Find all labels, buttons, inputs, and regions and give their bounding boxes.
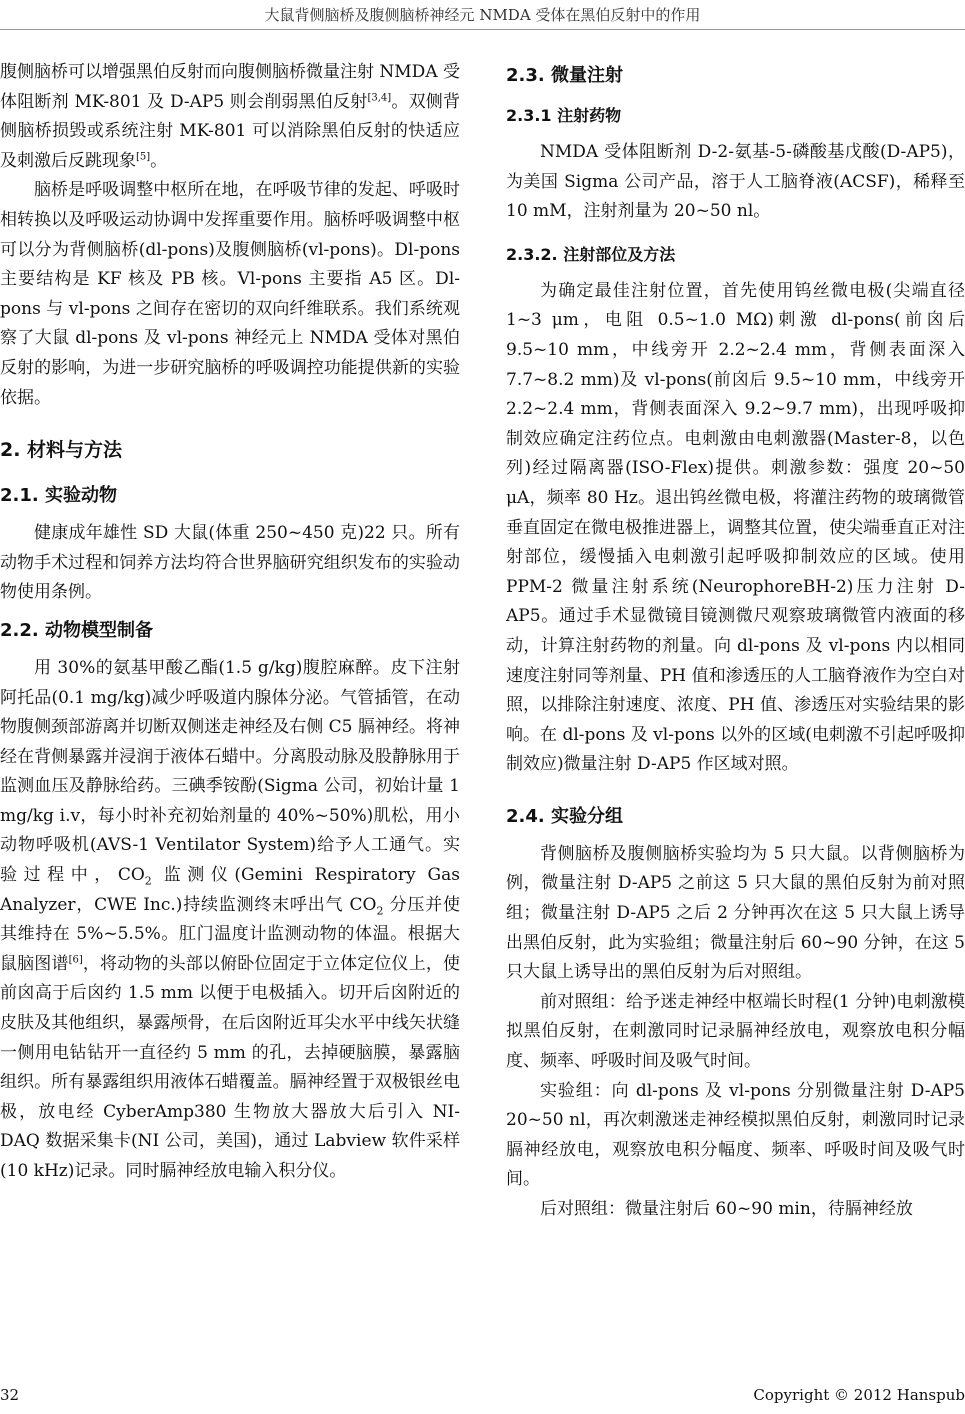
model-paragraph <box>0 654 460 1187</box>
animals-paragraph: 健康成年雄性 SD 大鼠(体重 250~450 克)22 只。所有动物手术过程和饲养方法均符合世界脑研究组织发布的实验动物使用条例。 <box>0 523 460 603</box>
text-run: 。 <box>150 150 168 171</box>
post-control-paragraph: 后对照组：微量注射后 60~90 min，待膈神经放 <box>540 1199 913 1219</box>
text-run: 。双侧背侧脑桥损毁或系统注射 MK-801 可以消除黑伯反射的快适应及刺激后反跳现象 <box>0 91 461 171</box>
subscript: 2 <box>376 904 384 918</box>
right-column <box>506 58 965 1225</box>
experiment-paragraph: 实验组：向 dl-pons 及 vl-pons 分别微量注射 D-AP5 20~50 nl，再次刺激迷走神经模拟黑伯反射，刺激同时记录膈神经放电，观察放电积分幅度、频率、呼吸时间及吸气时间。 <box>506 1080 965 1190</box>
text-run: 用 30%的氨基甲酸乙酯(1.5 g/kg)腹腔麻醉。皮下注射阿托品(0.1 mg/kg)减少呼吸道内腺体分泌。气管插管，在动物腹侧颈部游离并切断双侧迷走神经及右侧 C5 膈神经。将神经在背侧暴露并浸润于液体石蜡中。分离股动脉及股静脉用于监测血压及静脉给药。三碘季铵酚(Sigma 公司，初始计量 1 mg/kg i.v，每小时补充初始剂量的 40%~50%)肌松，用小动物呼吸机(AVS-1 Ventilator System)给予人工通气。实验过程中，CO <box>0 657 460 886</box>
subsection-heading-model: 2.2. 动物模型制备 <box>0 619 153 641</box>
subsection-heading-animals: 2.1. 实验动物 <box>0 485 117 507</box>
intro-paragraph-2: 脑桥是呼吸调整中枢所在地，在呼吸节律的发起、呼吸时相转换以及呼吸运动协调中发挥重要作用。脑桥呼吸调整中枢可以分为背侧脑桥(dl-pons)及腹侧脑桥(vl-pons)。Dl-pons 主要结构是 KF 核及 PB 核。Vl-pons 主要指 A5 区。Dl-pons 与 vl-pons 之间存在密切的双向纤维联系。我们系统观察了大鼠 dl-pons 及 vl-pons 神经元上 NMDA 受体对黑伯反射的影响，为进一步研究脑桥的呼吸调控功能提供新的实验依据。 <box>0 180 460 408</box>
text-run: 监测仪(Gemini Respiratory Gas Analyzer，CWE Inc.)持续监测终末呼出气 CO <box>0 865 460 915</box>
page-number: 32 <box>0 1386 20 1404</box>
left-column <box>0 58 460 1187</box>
site-paragraph: 为确定最佳注射位置，首先使用钨丝微电极(尖端直径 1~3 μm，电阻 0.5~1.0 MΩ)刺激 dl-pons(前囟后 9.5~10 mm，中线旁开 2.2~2.4 mm，背侧表面深入 7.7~8.2 mm)及 vl-pons(前囟后 9.5~10 mm，中线旁开 2.2~2.4 mm，背侧表面深入 9.2~9.7 mm)，出现呼吸抑制效应确定注药位点。电刺激由电刺激器(Master-8，以色列)经过隔离器(ISO-Flex)提供。刺激参数：强度 20~50 μA，频率 80 Hz。退出钨丝微电极，将灌注药物的玻璃微管垂直固定在微电极推进器上，调整其位置，使尖端垂直正对注射部位，缓慢插入电刺激引起呼吸抑制效应的区域。使用 PPM-2 微量注射系统(NeurophoreBH-2)压力注射 D-AP5。通过手术显微镜目镜测微尺观察玻璃微管内液面的移动，计算注射药物的剂量。向 dl-pons 及 vl-pons 内以相同速度注射同等剂量、PH 值和渗透压的人工脑脊液作为空白对照，以排除注射速度、浓度、PH 值、渗透压对实验结果的影响。在 dl-pons 及 vl-pons 以外的区域(电刺激不引起呼吸抑制效应)微量注射 D-AP5 作区域对照。 <box>506 280 965 775</box>
citation: [6] <box>68 954 83 966</box>
subscript: 2 <box>144 874 152 888</box>
text-run: 分压并使其维持在 5%~5.5%。肛门温度计监测动物的体温。根据大鼠脑图谱 <box>0 894 460 974</box>
copyright-notice: Copyright © 2012 Hanspub <box>753 1386 965 1404</box>
citation: [5] <box>136 151 151 163</box>
groups-paragraph: 背侧脑桥及腹侧脑桥实验均为 5 只大鼠。以背侧脑桥为例，微量注射 D-AP5 之前这 5 只大鼠的黑伯反射为前对照组；微量注射 D-AP5 之后 2 分钟再次在这 5 只大鼠上诱导出黑伯反射，此为实验组；微量注射后 60~90 分钟，在这 5 只大鼠上诱导出的黑伯反射为后对照组。 <box>506 843 965 983</box>
header-divider <box>0 29 965 30</box>
intro-paragraph-1 <box>0 58 460 176</box>
pre-control-paragraph: 前对照组：给予迷走神经中枢端长时程(1 分钟)电刺激模拟黑伯反射，在刺激同时记录膈神经放电，观察放电积分幅度、频率、呼吸时间及吸气时间。 <box>506 991 965 1072</box>
subsubsection-heading-drug: 2.3.1 注射药物 <box>506 106 622 125</box>
subsection-heading-microinjection: 2.3. 微量注射 <box>506 65 623 86</box>
drug-paragraph: NMDA 受体阻断剂 D-2-氨基-5-磷酸基戊酸(D-AP5)，为美国 Sigma 公司产品，溶于人工脑脊液(ACSF)，稀释至 10 mM，注射剂量为 20~50 nl。 <box>506 142 965 222</box>
running-header: 大鼠背侧脑桥及腹侧脑桥神经元 NMDA 受体在黑伯反射中的作用 <box>264 6 701 24</box>
subsubsection-heading-site: 2.3.2. 注射部位及方法 <box>506 244 676 264</box>
subsection-heading-groups: 2.4. 实验分组 <box>506 805 623 827</box>
text-run: ，将动物的头部以俯卧位固定于立体定位仪上，使前囟高于后囟约 1.5 mm 以便于电极插入。切开后囟附近的皮肤及其他组织，暴露颅骨，在后囟附近耳尖水平中线矢状缝一侧用电钻钻开一直径约 5 mm 的孔，去掉硬脑膜，暴露脑组织。所有暴露组织用液体石蜡覆盖。膈神经置于双极银丝电极，放电经 CyberAmp380 生物放大器放大后引入 NI-DAQ 数据采集卡(NI 公司，美国)，通过 Labview 软件采样(10 kHz)记录。同时膈神经放电输入积分仪。 <box>0 953 461 1181</box>
text-run: 腹侧脑桥可以增强黑伯反射而向腹侧脑桥微量注射 NMDA 受体阻断剂 MK-801 及 D-AP5 则会削弱黑伯反射 <box>0 62 460 112</box>
citation: [3,4] <box>367 91 392 103</box>
section-heading-materials: 2. 材料与方法 <box>0 439 123 462</box>
